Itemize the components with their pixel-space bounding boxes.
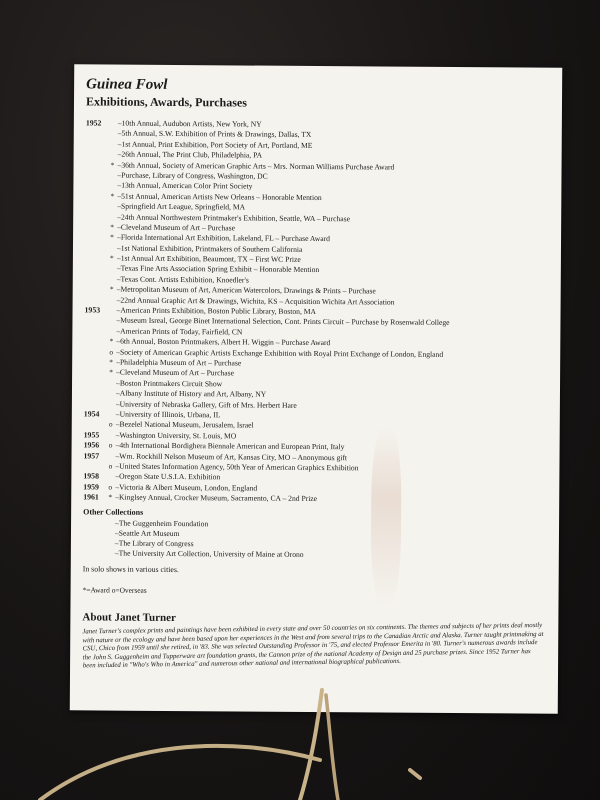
entry-year: 1958 [83, 471, 100, 481]
entry-year: 1952 [85, 118, 102, 128]
collection-item: –The Guggenheim Foundation [115, 518, 209, 529]
entry-text: –University of Illinois, Urbana, IL [115, 409, 221, 420]
entry-year: 1961 [83, 492, 99, 502]
entry-mark: * [110, 191, 115, 201]
entry-text: –Bezelel National Museum, Jerusalem, Israel [115, 419, 254, 430]
entry-mark: * [109, 284, 114, 294]
entry-text: –American Prints Exhibition, Boston Public Library, Boston, MA [116, 305, 317, 317]
collection-item: –The Library of Congress [114, 538, 194, 549]
entry-text: –10th Annual, Audubon Artists, New York, NY [117, 118, 262, 129]
entry-year: 1955 [83, 430, 100, 440]
entry-text: –Philadelphia Museum of Art – Purchase [116, 357, 242, 368]
entry-mark: * [108, 492, 113, 502]
entry-year: 1959 [83, 482, 99, 492]
entry-mark: * [109, 367, 113, 377]
entry-text: –22nd Annual Graphic Art & Drawings, Wichita, KS – Acquisition Wichita Art Association [116, 295, 395, 307]
entry-text: –Museum Isreal, George Binet International Selection, Cont. Prints Circuit – Purchase by Rosenwald College [116, 316, 450, 328]
entry-text: –26th Annual, The Print Club, Philadelphia, PA [117, 149, 263, 160]
entry-mark: o [108, 461, 113, 471]
entry-text: –Florida International Art Exhibition, Lakeland, FL – Purchase Award [117, 232, 330, 244]
entry-text: –4th International Bordighera Biennale American and European Print, Italy [115, 440, 345, 452]
entry-text: –Kinglsey Annual, Crocker Museum, Sacramento, CA – 2nd Prize [115, 492, 318, 504]
entry-text: –American Prints of Today, Fairfield, CN [116, 326, 243, 337]
entry-text: –13th Annual, American Color Print Society [117, 180, 253, 191]
entry-text: –Society of American Graphic Artists Exchange Exhibition with Royal Print Exchange of London, England [116, 347, 444, 359]
collection-item: –Seattle Art Museum [114, 528, 180, 539]
document-title: Guinea Fowl [86, 76, 168, 93]
entry-text: –51st Annual, American Artists New Orleans – Honorable Mention [117, 191, 322, 202]
entry-text: –Boston Printmakers Circuit Show [116, 378, 223, 389]
entry-year: 1954 [83, 409, 100, 419]
entry-text: –Cleveland Museum of Art – Purchase [117, 222, 236, 233]
entry-text: –36th Annual, Society of American Graphic Arts – Mrs. Norman Williams Purchase Award [117, 160, 395, 172]
entry-text: –5th Annual, S.W. Exhibition of Prints & Drawings, Dallas, TX [117, 129, 312, 140]
entry-text: –Oregon State U.S.I.A. Exhibition [115, 471, 221, 482]
entry-text: –Texas Cont. Artists Exhibition, Knoedler's [116, 274, 249, 285]
entry-text: –Albany Institute of History and Art, Albany, NY [115, 388, 267, 399]
entry-text: –6th Annual, Boston Printmakers, Albert H. Wiggin – Purchase Award [116, 336, 331, 348]
other-collections [83, 506, 543, 561]
entry-text: –1st Annual, Print Exhibition, Port Society of Art, Portland, ME [117, 139, 313, 150]
entry-text: –Wm. Rockhill Nelson Museum of Art, Kansas City, MO – Anonymous gift [115, 451, 348, 462]
entry-text: –24th Annual Northwestern Printmaker's Exhibition, Seattle, WA – Purchase [117, 212, 351, 223]
entry-text: –University of Nebraska Gallery, Gift of Mrs. Herbert Hare [115, 399, 297, 410]
entry-text: –Metropolitan Museum of Art, American Watercolors, Drawings & Prints – Purchase [116, 284, 376, 296]
entry-mark: o [108, 482, 113, 492]
entry-mark: o [108, 419, 113, 429]
printed-sheet [70, 64, 562, 713]
entry-text: –Victoria & Albert Museum, London, England [115, 482, 258, 493]
exhibition-entry [83, 492, 555, 506]
entry-text: –Springfield Art League, Springfield, MA [117, 201, 246, 212]
about-heading: About Janet Turner [82, 611, 176, 625]
collection-item: –The University Art Collection, University of Maine at Orono [114, 548, 304, 559]
entry-mark: * [110, 160, 115, 170]
entry-mark: o [108, 440, 113, 450]
document-subtitle: Exhibitions, Awards, Purchases [85, 94, 247, 110]
entry-year: 1956 [83, 440, 100, 450]
solo-shows-note: In solo shows in various cities. [82, 564, 179, 575]
entry-mark: * [109, 336, 114, 346]
paper-stain [370, 426, 401, 606]
about-paragraph: Janet Turner's complex prints and paintings have been exhibited in every state and over 50 countries on six continents. The themes and subjects of her prints deal mostly with nature or the ecology and have been based upon her experiences in the West and from several trips to the Canadian Arctic and Alaska. Turner taught printmaking at CSU, Chico from 1959 until she retired, in '83. She was selected Outstanding Professor in '75, and elected Professor Emerita in '80. Turner's numerous awards include the John S. Guggenheim and Tupperware art foundation grants, the Cannon prize of the national Academy of Design and 25 purchase prizes. Since 1952 Turner has been included in "Who's Who in America" and numerous other national and international biographical publications. [82, 621, 544, 670]
entry-text: –Cleveland Museum of Art – Purchase [116, 367, 235, 378]
exhibition-list [83, 118, 558, 506]
entry-mark: * [110, 232, 114, 242]
entry-text: –Purchase, Library of Congress, Washington, DC [117, 170, 268, 181]
entry-mark: * [109, 357, 114, 367]
symbol-legend: *=Award o=Overseas [82, 585, 147, 595]
entry-mark: * [110, 253, 114, 263]
entry-text: –United States Information Agency, 50th Year of American Graphics Exhibition [115, 461, 359, 473]
entry-mark: o [109, 347, 114, 357]
entry-year: 1953 [84, 305, 101, 315]
entry-text: –Texas Fine Arts Association Spring Exhibit – Honorable Mention [116, 264, 320, 275]
entry-mark: * [110, 222, 115, 232]
collections-heading: Other Collections [83, 507, 144, 517]
entry-text: –Washington University, St. Louis, MO [115, 430, 237, 441]
entry-text: –1st Annual Art Exhibition, Beaumont, TX – First WC Prize [116, 253, 301, 264]
entry-year: 1957 [83, 450, 100, 460]
entry-text: –1st National Exhibition, Printmakers of Southern California [116, 243, 303, 254]
